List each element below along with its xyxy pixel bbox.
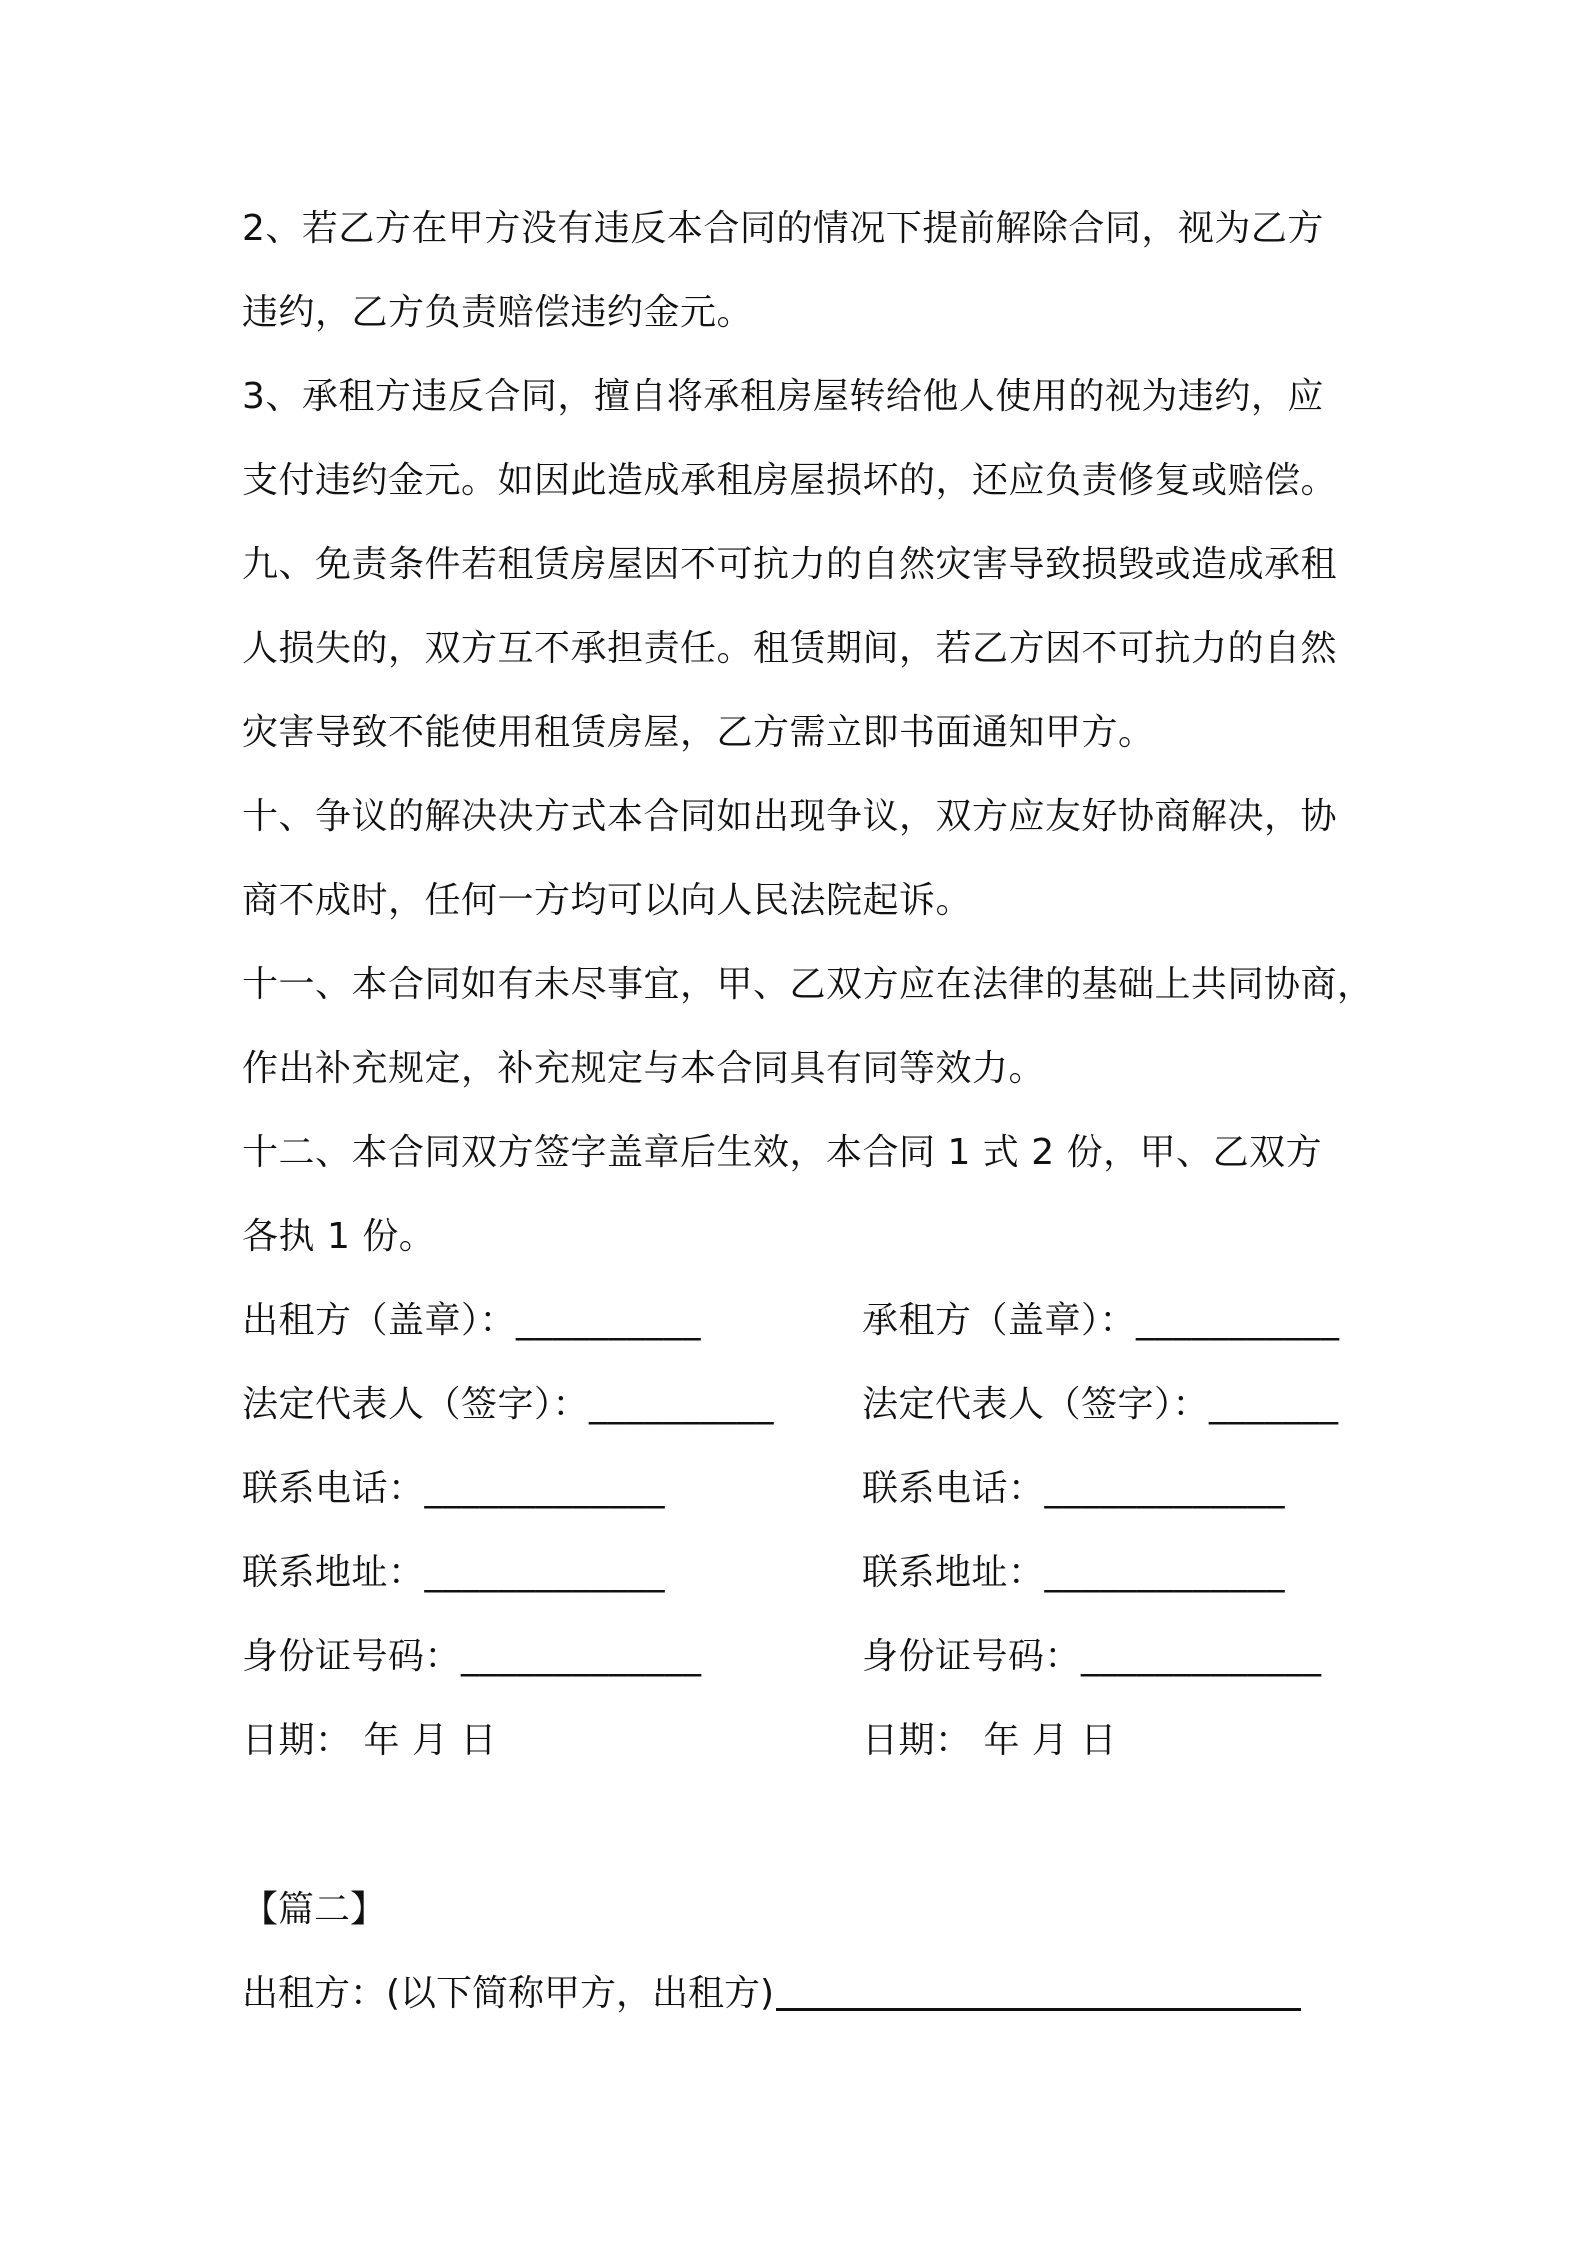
clause-3-line-2: 支付违约金元。如因此造成承租房屋损坏的，还应负责修复或赔偿。 xyxy=(242,460,1338,501)
section-two-heading: 【篇二】 xyxy=(242,1889,387,1930)
lessor-seal-field: 出租方（盖章）：__________ xyxy=(242,1300,702,1341)
section-two-lessor-label: 出租方：(以下简称甲方，出租方) xyxy=(242,1973,775,2014)
clause-10-line-1: 十、争议的解决决方式本合同如出现争议，双方应友好协商解决，协 xyxy=(242,796,1338,837)
clause-9-line-1: 九、免责条件若租赁房屋因不可抗力的自然灾害导致损毁或造成承租 xyxy=(242,544,1338,585)
lessee-id-field: 身份证号码：_____________ xyxy=(862,1636,1322,1677)
clause-12-line-2: 各执 1 份。 xyxy=(242,1216,436,1257)
clause-3-line-1: 3、承租方违反合同，擅自将承租房屋转给他人使用的视为违约，应 xyxy=(242,376,1324,417)
clause-2-line-2: 违约，乙方负责赔偿违约金元。 xyxy=(242,292,754,333)
clause-12-line-1: 十二、本合同双方签字盖章后生效，本合同 1 式 2 份，甲、乙双方 xyxy=(242,1132,1323,1173)
clause-9-line-2: 人损失的，双方互不承担责任。租赁期间，若乙方因不可抗力的自然 xyxy=(242,628,1338,669)
lessor-address-field: 联系地址：_____________ xyxy=(242,1552,666,1593)
clause-9-line-3: 灾害导致不能使用租赁房屋，乙方需立即书面通知甲方。 xyxy=(242,712,1155,753)
clause-10-line-2: 商不成时，任何一方均可以向人民法院起诉。 xyxy=(242,880,973,921)
clause-11-line-1: 十一、本合同如有未尽事宜，甲、乙双方应在法律的基础上共同协商， xyxy=(242,964,1374,1005)
lessor-name-blank xyxy=(776,1968,1301,2011)
clause-2-line-1: 2、若乙方在甲方没有违反本合同的情况下提前解除合同，视为乙方 xyxy=(242,208,1324,249)
section-two-lessor-line xyxy=(242,1952,1301,2036)
lessee-date-field: 日期： 年 月 日 xyxy=(862,1720,1117,1761)
clause-11-line-2: 作出补充规定，补充规定与本合同具有同等效力。 xyxy=(242,1048,1046,1089)
lessee-phone-field: 联系电话：_____________ xyxy=(862,1468,1286,1509)
lessor-phone-field: 联系电话：_____________ xyxy=(242,1468,666,1509)
lessor-id-field: 身份证号码：_____________ xyxy=(242,1636,702,1677)
lessor-representative-field: 法定代表人（签字）：__________ xyxy=(242,1384,775,1425)
lessee-address-field: 联系地址：_____________ xyxy=(862,1552,1286,1593)
lessee-representative-field: 法定代表人（签字）：_______ xyxy=(862,1384,1339,1425)
lessor-date-field: 日期： 年 月 日 xyxy=(242,1720,497,1761)
lessee-seal-field: 承租方（盖章）：___________ xyxy=(862,1300,1340,1341)
